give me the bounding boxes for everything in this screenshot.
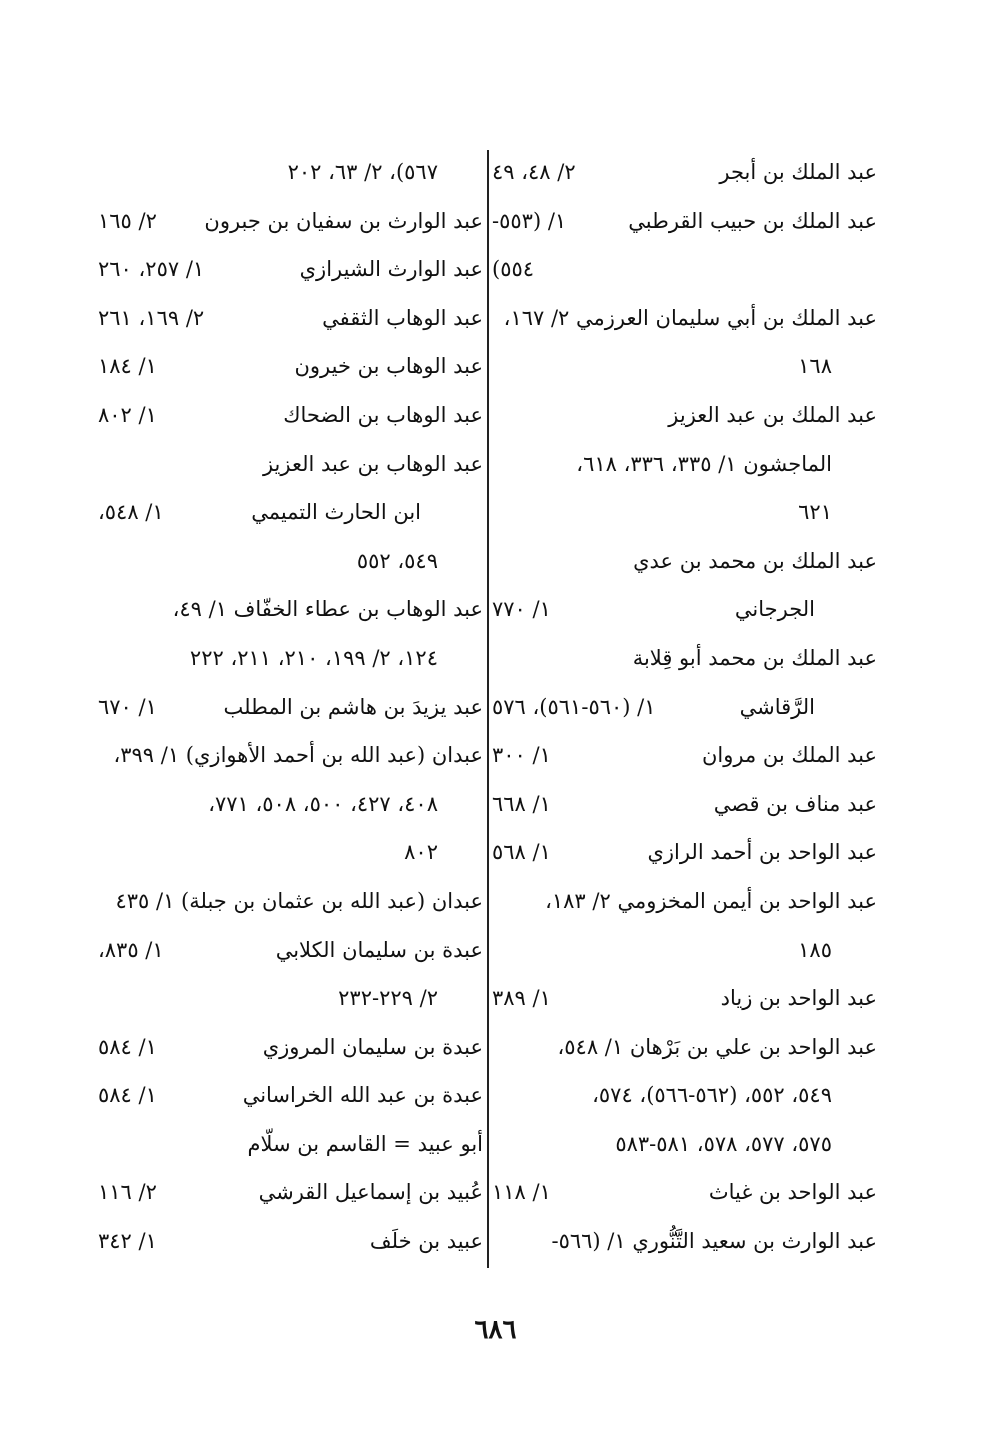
index-entry bbox=[98, 926, 483, 975]
index-entry bbox=[492, 294, 877, 343]
index-entry bbox=[492, 1120, 877, 1169]
entry-pages: ١/ ٨٣٥، bbox=[98, 937, 164, 962]
entry-name: عبد الوارث الشيرازي bbox=[299, 257, 483, 282]
index-entry bbox=[98, 1023, 483, 1072]
index-entry bbox=[492, 634, 877, 683]
entry-name: عبد الوهاب بن الضحاك bbox=[283, 402, 483, 427]
entry-name: ٢/ ٢٢٩-٢٣٢ bbox=[338, 986, 438, 1011]
entry-name: عبد الملك بن محمد بن عدي bbox=[633, 548, 877, 573]
index-entry bbox=[98, 1120, 483, 1169]
entry-name: الجرجاني bbox=[734, 597, 815, 622]
entry-name: عبد الوهاب الثقفي bbox=[322, 305, 483, 330]
entry-name: الماجشون ١/ ٣٣٥، ٣٣٦، ٦١٨، bbox=[576, 451, 832, 476]
index-entry bbox=[98, 245, 483, 294]
entry-name: عبد الملك بن أبجر bbox=[719, 160, 877, 184]
entry-name: عُبيد بن إسماعيل القرشي bbox=[258, 1180, 483, 1205]
index-entry bbox=[98, 634, 483, 683]
index-entry bbox=[492, 197, 877, 246]
index-entry bbox=[492, 1168, 877, 1217]
column-divider bbox=[487, 150, 489, 1268]
entry-name: عبدة بن سليمان المروزي bbox=[262, 1034, 483, 1059]
entry-pages: ١/ ١٨٤ bbox=[98, 354, 157, 379]
entry-pages: ١/ ٣٤٢ bbox=[98, 1229, 157, 1254]
entry-name: ٦٢١ bbox=[798, 500, 832, 525]
entry-name: عبد الملك بن محمد أبو قِلابة bbox=[632, 645, 877, 670]
entry-name: عبدة بن سليمان الكلابي bbox=[275, 937, 483, 962]
index-entry bbox=[98, 537, 483, 586]
entry-name: عبد الوارث بن سعيد التَّنُّوري ١/ (٥٦٦- bbox=[551, 1229, 877, 1254]
index-entry bbox=[492, 537, 877, 586]
entry-name: عبد مناف بن قصي bbox=[713, 791, 877, 816]
left-column bbox=[98, 148, 483, 1266]
entry-name: عبدة بن عبد الله الخراساني bbox=[242, 1083, 483, 1108]
entry-pages: ٥٥٤) bbox=[492, 257, 535, 282]
index-entry bbox=[492, 974, 877, 1023]
entry-pages: ١/ ٢٥٧، ٢٦٠ bbox=[98, 257, 205, 282]
index-entry bbox=[98, 148, 483, 197]
entry-name: عبد الوهاب بن خيرون bbox=[294, 354, 483, 379]
entry-name: ابن الحارث التميمي bbox=[251, 500, 421, 525]
entry-name: عبدان (عبد الله بن عثمان بن جبلة) ١/ ٤٣٥ bbox=[115, 888, 483, 913]
entry-name: عبد الملك بن أبي سليمان العرزمي ٢/ ١٦٧، bbox=[503, 305, 877, 330]
entry-name: ١٨٥ bbox=[798, 937, 832, 962]
index-entry bbox=[492, 683, 877, 732]
index-entry bbox=[492, 731, 877, 780]
index-entry bbox=[492, 440, 877, 489]
entry-name: عبد الوهاب بن عطاء الخفّاف ١/ ٤٩، bbox=[172, 597, 483, 622]
entry-pages: ٢/ ٤٨، ٤٩ bbox=[492, 160, 576, 184]
index-entry bbox=[98, 1217, 483, 1266]
index-entry bbox=[492, 148, 877, 197]
entry-name: عبد الواحد بن علي بن بَرْهان ١/ ٥٤٨، bbox=[557, 1034, 877, 1059]
index-entry bbox=[492, 488, 877, 537]
index-entry bbox=[98, 488, 483, 537]
entry-pages: ١/ ٥٦٨ bbox=[492, 840, 551, 865]
entry-pages: ٢/ ١٦٩، ٢٦١ bbox=[98, 305, 205, 330]
index-entry bbox=[98, 294, 483, 343]
index-entry bbox=[98, 1168, 483, 1217]
entry-pages: ٢/ ١٦٥ bbox=[98, 208, 157, 233]
entry-pages: ١/ ٣٨٩ bbox=[492, 986, 551, 1011]
entry-pages: ١/ ٥٨٤ bbox=[98, 1083, 157, 1108]
index-entry bbox=[492, 342, 877, 391]
entry-name: عبد الواحد بن زياد bbox=[720, 986, 877, 1011]
entry-pages: ١/ ٥٨٤ bbox=[98, 1034, 157, 1059]
entry-name: ١٦٨ bbox=[798, 354, 832, 379]
index-entry bbox=[98, 197, 483, 246]
right-column bbox=[492, 148, 877, 1266]
index-entry bbox=[98, 780, 483, 829]
index-entry bbox=[492, 1071, 877, 1120]
page-number: ٦٨٦ bbox=[474, 1315, 517, 1345]
entry-name: ٤٠٨، ٤٢٧، ٥٠٠، ٥٠٨، ٧٧١، bbox=[208, 791, 438, 816]
index-entry bbox=[98, 1071, 483, 1120]
entry-pages: ١/ ١١٨ bbox=[492, 1180, 551, 1205]
entry-name: ٥٦٧)، ٢/ ٦٣، ٢٠٢ bbox=[287, 160, 438, 184]
index-entry bbox=[492, 245, 877, 294]
entry-pages: ١/ ٧٧٠ bbox=[492, 597, 551, 622]
entry-name: ٥٤٩، ٥٥٢، (٥٦٢-٥٦٦)، ٥٧٤، bbox=[592, 1083, 832, 1108]
entry-name: عبدان (عبد الله بن أحمد الأهوازي) ١/ ٣٩٩، bbox=[113, 743, 483, 768]
entry-pages: ١/ (٥٦٠-٥٦١)، ٥٧٦ bbox=[492, 694, 656, 719]
index-entry bbox=[98, 683, 483, 732]
entry-name: عبد الوهاب بن عبد العزيز bbox=[262, 451, 483, 476]
entry-name: عبد الملك بن حبيب القرطبي bbox=[628, 208, 877, 233]
entry-pages: ١/ ٥٤٨، bbox=[98, 500, 164, 525]
entry-pages: ١/ ٦٦٨ bbox=[492, 791, 551, 816]
entry-name: عبد يزيدَ بن هاشم بن المطلب bbox=[223, 694, 483, 719]
entry-pages: ١/ ٣٠٠ bbox=[492, 743, 551, 768]
index-entry bbox=[98, 342, 483, 391]
entry-pages: ١/ (٥٥٣- bbox=[492, 208, 567, 233]
entry-name: الرَّقاشي bbox=[739, 694, 815, 719]
index-entry bbox=[98, 391, 483, 440]
index-entry bbox=[98, 731, 483, 780]
entry-name: عبد الواحد بن أحمد الرازي bbox=[647, 840, 877, 865]
entry-pages: ٢/ ١١٦ bbox=[98, 1180, 157, 1205]
index-entry bbox=[98, 974, 483, 1023]
entry-pages: ١/ ٨٠٢ bbox=[98, 402, 157, 427]
index-entry bbox=[98, 877, 483, 926]
entry-name: عبد الوارث بن سفيان بن جبرون bbox=[204, 208, 483, 233]
entry-name: أبو عبيد = القاسم بن سلّام bbox=[247, 1131, 483, 1156]
index-entry bbox=[492, 1023, 877, 1072]
index-entry bbox=[492, 877, 877, 926]
entry-name: ١٢٤، ٢/ ١٩٩، ٢١٠، ٢١١، ٢٢٢ bbox=[189, 645, 438, 670]
entry-name: عبد الواحد بن غياث bbox=[708, 1180, 877, 1205]
index-entry bbox=[492, 391, 877, 440]
index-entry bbox=[492, 780, 877, 829]
index-entry bbox=[98, 828, 483, 877]
index-entry bbox=[492, 828, 877, 877]
entry-name: عبد الملك بن مروان bbox=[701, 743, 877, 768]
index-entry bbox=[98, 440, 483, 489]
index-entry bbox=[492, 585, 877, 634]
index-entry bbox=[492, 1217, 877, 1266]
entry-name: عبد الملك بن عبد العزيز bbox=[668, 402, 877, 427]
index-entry bbox=[98, 585, 483, 634]
entry-name: عبيد بن خلَف bbox=[369, 1229, 483, 1254]
entry-name: ٥٤٩، ٥٥٢ bbox=[356, 548, 438, 573]
entry-name: ٨٠٢ bbox=[404, 840, 438, 865]
entry-pages: ١/ ٦٧٠ bbox=[98, 694, 157, 719]
index-entry bbox=[492, 926, 877, 975]
entry-name: ٥٧٥، ٥٧٧، ٥٧٨، ٥٨١-٥٨٣ bbox=[615, 1131, 832, 1156]
entry-name: عبد الواحد بن أيمن المخزومي ٢/ ١٨٣، bbox=[545, 888, 877, 913]
